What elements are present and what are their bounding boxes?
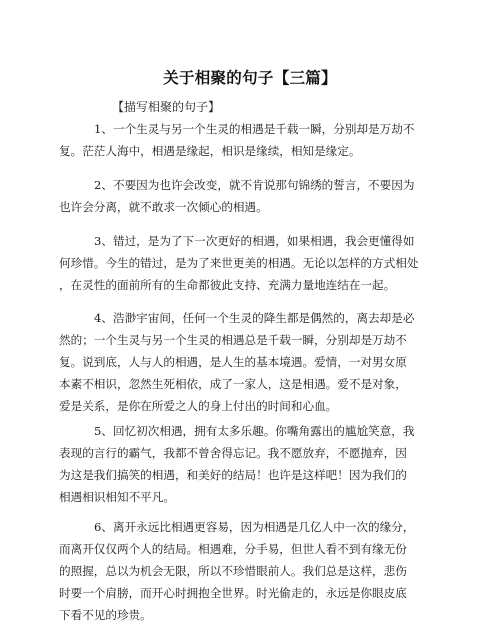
document-title: 关于相聚的句子【三篇】 — [163, 69, 337, 87]
section-heading: 【描写相聚的句子】 — [112, 100, 221, 114]
paragraph-line: 本素不相识，忽然生死相依，成了一家人，这是相遇。爱不是对象， — [59, 377, 407, 391]
paragraph-line: 为这是我们搞笑的相遇，和美好的结局！也许是这样吧！因为我们的 — [59, 468, 407, 482]
paragraph-line: 的照握，总以为机会无限，所以不珍惜眼前人。我们总是这样，悲伤 — [59, 564, 407, 578]
paragraph-2 — [59, 174, 449, 218]
paragraph-line: 也许会分离，就不敢求一次倾心的相遇。 — [59, 200, 268, 214]
paragraph-line: ，在灵性的面前所有的生命都彼此支持、充满力量地连结在一起。 — [59, 278, 396, 292]
paragraph-line: 下看不见的珍贵。 — [59, 608, 152, 622]
paragraph-line: 复。茫茫人海中，相遇是缘起，相识是缘续，相知是缘定。 — [59, 144, 361, 158]
paragraph-line: 相遇相识相知不平凡。 — [59, 490, 175, 504]
paragraph-line: 何珍惜。今生的错过，是为了来世更美的相遇。无论以怎样的方式相处 — [59, 256, 419, 270]
paragraph-line: 4、浩渺宇宙间，任何一个生灵的降生都是偶然的，离去却是必 — [94, 311, 415, 325]
paragraph-1 — [59, 118, 449, 162]
paragraph-line: 爱是关系，是你在所爱之人的身上付出的时间和心血。 — [59, 399, 338, 413]
paragraph-line: 时要一个肩膀，而开心时拥抱全世界。时光偷走的，永远是你眼皮底 — [59, 586, 407, 600]
paragraph-line: 2、不要因为也许会改变，就不肯说那句锦绣的誓言，不要因为 — [94, 178, 415, 192]
paragraph-line: 表现的言行的霸气，我都不曾舍得忘记。我不愿放弃，不愿抛弃，因 — [59, 446, 407, 460]
paragraph-line: 1、一个生灵与另一个生灵的相遇是千载一瞬，分别却是万劫不 — [94, 122, 415, 136]
paragraph-4 — [59, 307, 449, 417]
paragraph-line: 5、回忆初次相遇，拥有太多乐趣。你嘴角露出的尴尬笑意，我 — [94, 424, 415, 438]
paragraph-5 — [59, 420, 449, 508]
paragraph-line: 然的；一个生灵与另一个生灵的相遇总是千载一瞬，分别却是万劫不 — [59, 333, 407, 347]
paragraph-3 — [59, 230, 449, 296]
paragraph-line: 6、离开永远比相遇更容易，因为相遇是几亿人中一次的缘分， — [94, 520, 415, 534]
paragraph-6 — [59, 516, 449, 626]
paragraph-line: 而离开仅仅两个人的结局。相遇难，分手易，但世人看不到有缘无份 — [59, 542, 407, 556]
paragraph-line: 3、错过，是为了下一次更好的相遇，如果相遇，我会更懂得如 — [94, 234, 415, 248]
paragraph-line: 复。说到底，人与人的相遇，是人生的基本境遇。爱情，一对男女原 — [59, 355, 407, 369]
